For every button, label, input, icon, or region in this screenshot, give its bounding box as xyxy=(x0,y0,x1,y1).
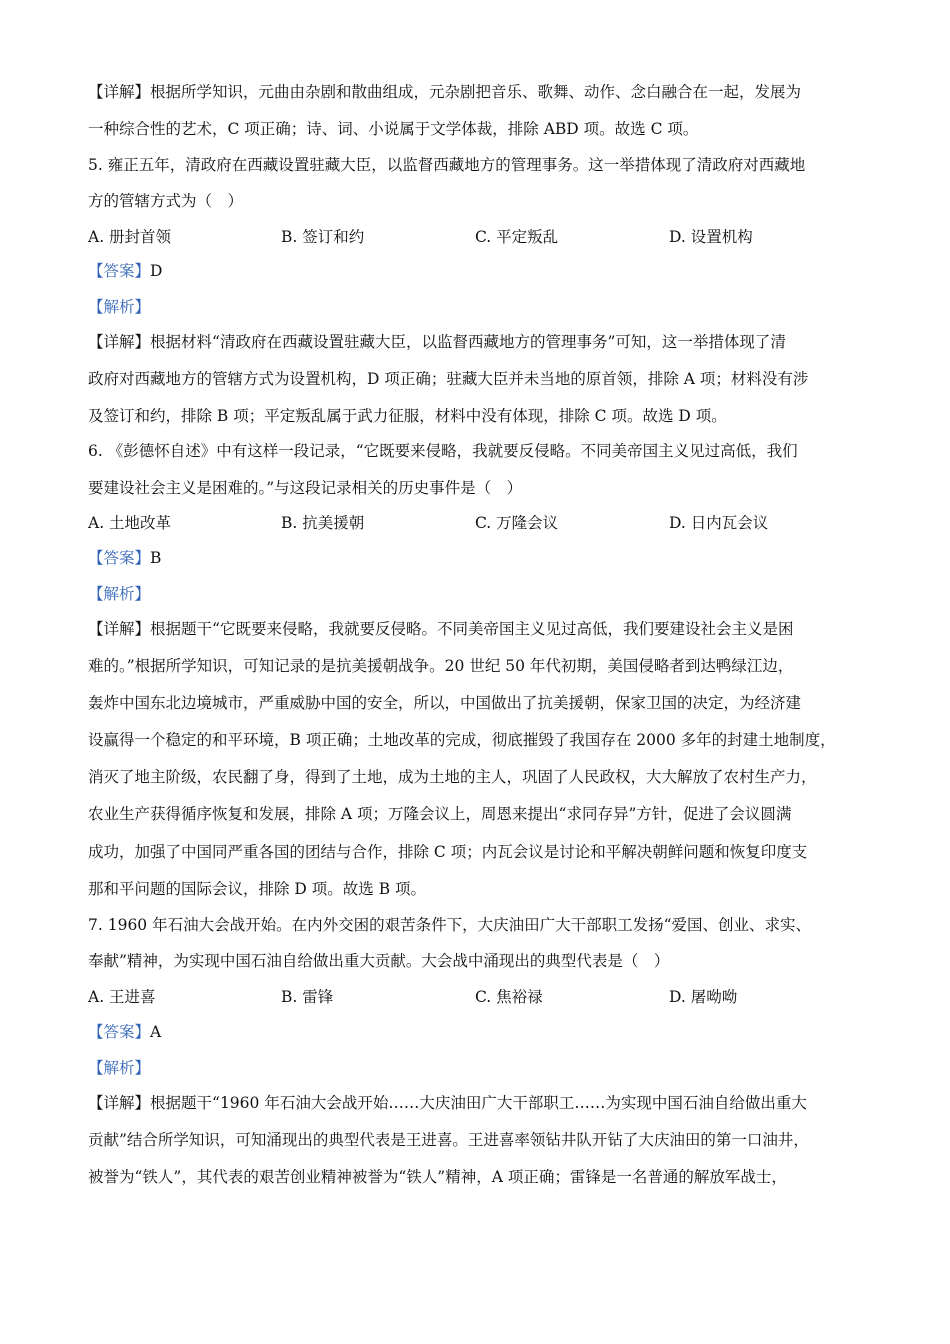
q6-analysis-label: 【解析】 xyxy=(88,585,151,603)
q6-stem-line-2: 要建设社会主义是困难的。”与这段记录相关的历史事件是（ ） xyxy=(88,479,523,497)
q4-detail-line-1: 【详解】根据所学知识，元曲由杂剧和散曲组成，元杂剧把音乐、歌舞、动作、念白融合在一起，发展为 xyxy=(88,83,802,101)
q7-stem-line-1: 7. 1960 年石油大会战开始。在内外交困的艰苦条件下，大庆油田广大干部职工发扬“爱国、创业、求实、 xyxy=(88,916,812,934)
detail-label: 【详解】 xyxy=(88,1094,151,1112)
q6-detail-line-8: 那和平问题的国际会议，排除 D 项。故选 B 项。 xyxy=(88,880,427,898)
q5-stem-line-2: 方的管辖方式为（ ） xyxy=(88,192,244,210)
q6-option-c: C. 万隆会议 xyxy=(475,514,559,532)
q7-detail-line-2: 贡献”结合所学知识，可知涌现出的典型代表是王进喜。王进喜率领钻井队开钻了大庆油田的第一口油井， xyxy=(88,1131,809,1149)
answer-value: D xyxy=(150,262,163,280)
q7-detail-line-1: 【详解】根据题干“1960 年石油大会战开始……大庆油田广大干部职工……为实现中国石油自给做出重大 xyxy=(88,1094,807,1112)
q6-detail-line-2: 难的。”根据所学知识，可知记录的是抗美援朝战争。20 世纪 50 年代初期，美国侵略者到达鸭绿江边， xyxy=(88,657,794,675)
detail-label: 【详解】 xyxy=(88,83,151,101)
q5-detail-line-1: 【详解】根据材料“清政府在西藏设置驻藏大臣，以监督西藏地方的管理事务”可知，这一举措体现了清 xyxy=(88,333,786,351)
q7-stem-line-2: 奉献”精神，为实现中国石油自给做出重大贡献。大会战中涌现出的典型代表是（ ） xyxy=(88,952,670,970)
q6-detail-line-3: 轰炸中国东北边境城市，严重威胁中国的安全，所以，中国做出了抗美援朝，保家卫国的决定，为经济建 xyxy=(88,694,802,712)
q5-detail-line-2: 政府对西藏地方的管辖方式为设置机构，D 项正确；驻藏大臣并未当地的原首领，排除 A 项；材料没有涉 xyxy=(88,370,809,388)
answer-label: 【答案】 xyxy=(88,1023,151,1041)
q5-detail-line-3: 及签订和约，排除 B 项；平定叛乱属于武力征服，材料中没有体现，排除 C 项。故选 D 项。 xyxy=(88,407,727,425)
q7-option-a: A. 王进喜 xyxy=(88,988,156,1006)
q6-option-d: D. 日内瓦会议 xyxy=(669,514,769,532)
answer-value: B xyxy=(150,549,162,567)
q5-option-c: C. 平定叛乱 xyxy=(475,228,559,246)
q5-analysis-label: 【解析】 xyxy=(88,298,151,316)
q7-analysis-label: 【解析】 xyxy=(88,1059,151,1077)
q7-option-b: B. 雷锋 xyxy=(281,988,334,1006)
q5-stem-line-1: 5. 雍正五年，清政府在西藏设置驻藏大臣，以监督西藏地方的管理事务。这一举措体现了清政府对西藏地 xyxy=(88,156,806,174)
q7-option-d: D. 屠呦呦 xyxy=(669,988,738,1006)
q6-answer xyxy=(88,548,161,568)
q5-answer xyxy=(88,261,162,281)
q6-option-a: A. 土地改革 xyxy=(88,514,172,532)
q5-option-b: B. 签订和约 xyxy=(281,228,365,246)
answer-label: 【答案】 xyxy=(88,549,151,567)
q6-option-b: B. 抗美援朝 xyxy=(281,514,365,532)
q7-detail-line-3: 被誉为“铁人”，其代表的艰苦创业精神被誉为“铁人”精神，A 项正确；雷锋是一名普通的解放军战士， xyxy=(88,1168,787,1186)
q4-detail-line-2: 一种综合性的艺术，C 项正确；诗、词、小说属于文学体裁，排除 ABD 项。故选 C 项。 xyxy=(88,120,699,138)
detail-label: 【详解】 xyxy=(88,333,151,351)
q7-option-c: C. 焦裕禄 xyxy=(475,988,543,1006)
q6-detail-line-6: 农业生产获得循序恢复和发展，排除 A 项；万隆会议上，周恩来提出“求同存异”方针，促进了会议圆满 xyxy=(88,805,792,823)
detail-label: 【详解】 xyxy=(88,620,151,638)
answer-label: 【答案】 xyxy=(88,262,151,280)
q5-option-a: A. 册封首领 xyxy=(88,228,172,246)
q6-detail-line-5: 消灭了地主阶级，农民翻了身，得到了土地，成为土地的主人，巩固了人民政权，大大解放了农村生产力， xyxy=(88,768,817,786)
q6-detail-line-1: 【详解】根据题干“它既要来侵略，我就要反侵略。不同美帝国主义见过高低，我们要建设社会主义是困 xyxy=(88,620,794,638)
q6-stem-line-1: 6. 《彭德怀自述》中有这样一段记录，“它既要来侵略，我就要反侵略。不同美帝国主义见过高低，我们 xyxy=(88,442,798,460)
answer-value: A xyxy=(150,1023,162,1041)
q6-detail-line-7: 成功，加强了中国同严重各国的团结与合作，排除 C 项；内瓦会议是讨论和平解决朝鲜问题和恢复印度支 xyxy=(88,843,808,861)
q7-answer xyxy=(88,1022,161,1042)
q5-option-d: D. 设置机构 xyxy=(669,228,753,246)
q6-detail-line-4: 设赢得一个稳定的和平环境，B 项正确；土地改革的完成，彻底摧毁了我国存在 2000 多年的封建土地制度， xyxy=(88,731,836,749)
